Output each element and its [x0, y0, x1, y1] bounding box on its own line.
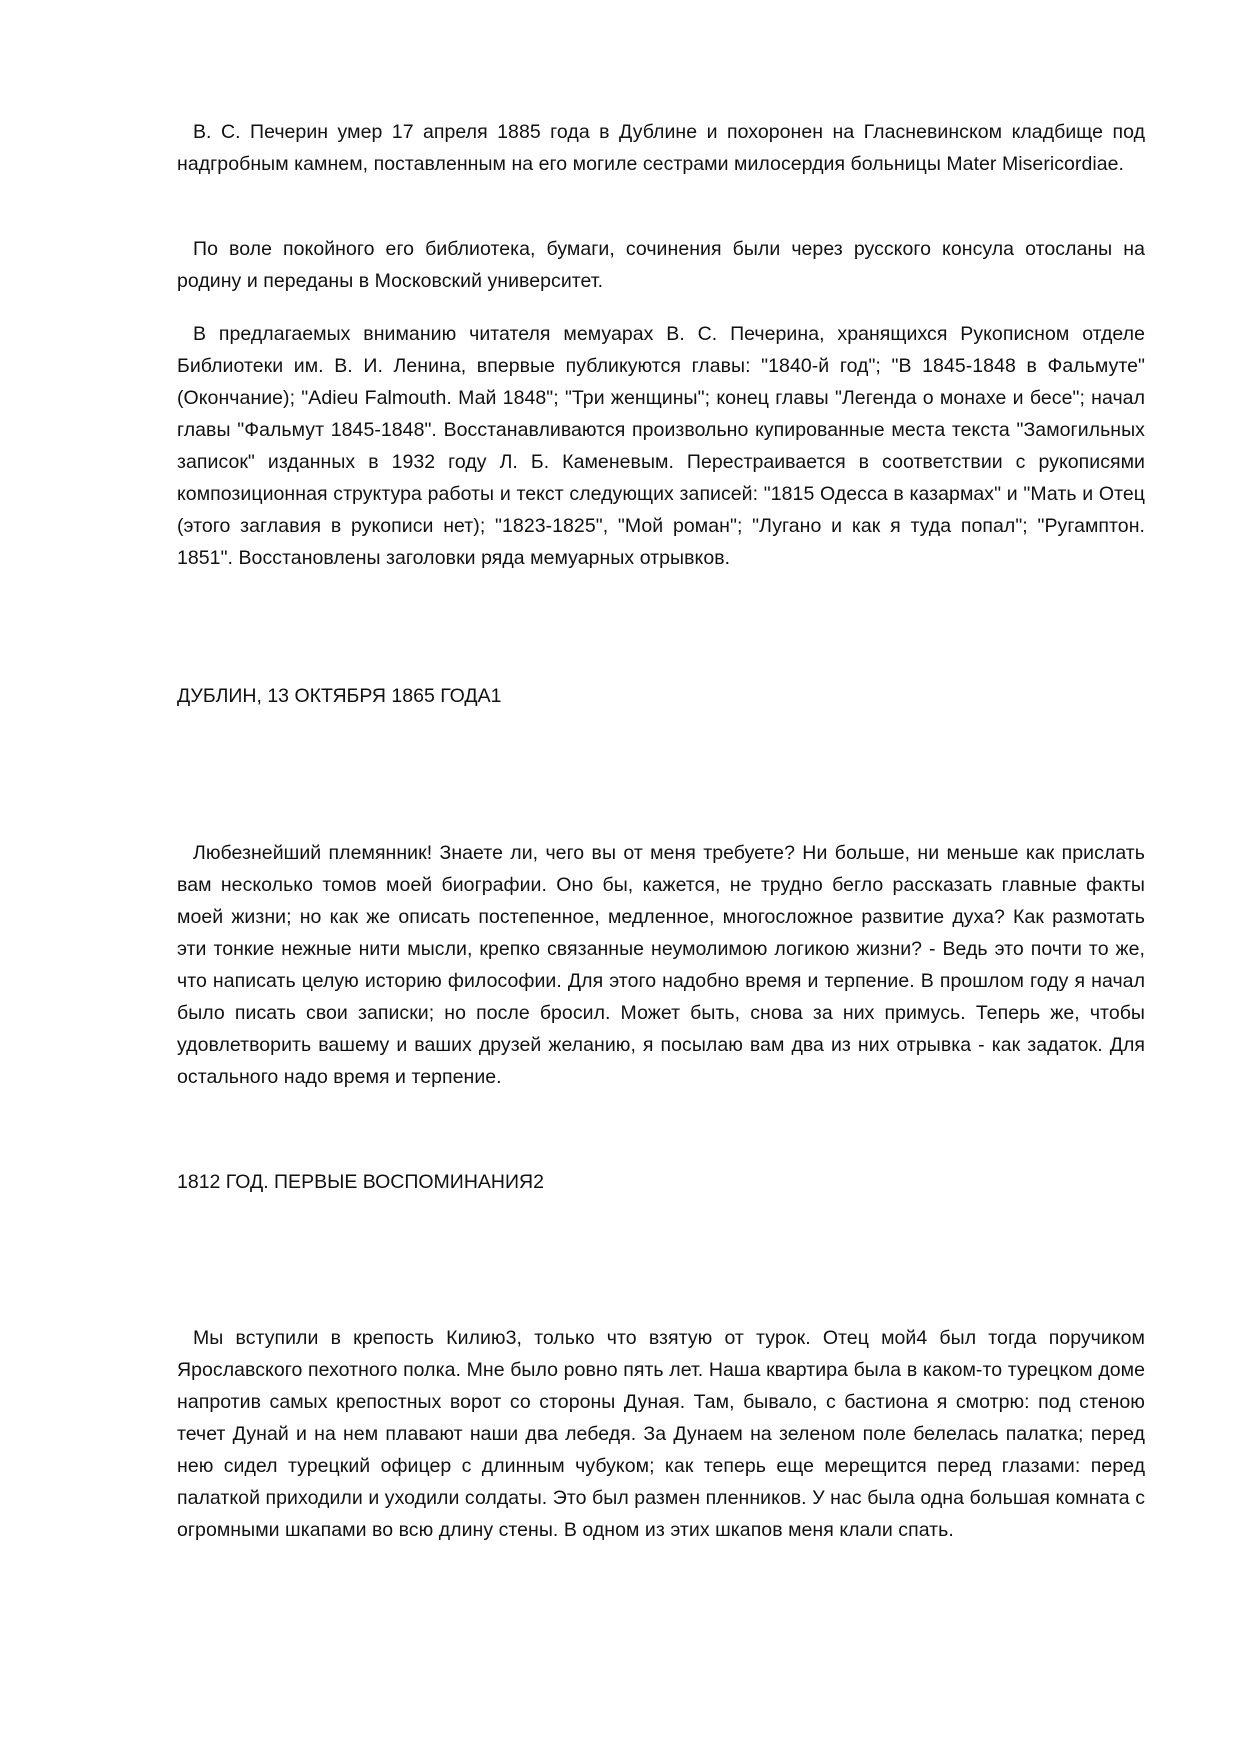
heading-text: 1812 ГОД. ПЕРВЫЕ ВОСПОМИНАНИЯ2: [177, 1171, 544, 1193]
paragraph-text: По воле покойного его библиотека, бумаги, сочинения были через русского консула отосланы на родину и переданы в Московский университет.: [177, 238, 1145, 292]
paragraph-first-memories: [177, 1322, 1145, 1546]
paragraph-text: В предлагаемых вниманию читателя мемуарах В. С. Печерина, хранящихся Рукописном отделе Библиотеки им. В. И. Ленина, впервые публикуются главы: "1840-й год"; "В 1845-1848 в Фальмуте" (Окончание); "Adieu Falmouth. Май 1848"; "Три женщины"; конец главы "Легенда о монахе и бесе"; начал главы "Фальмут 1845-1848". Восстанавливаются произвольно купированные места текста "Замогильных записок" изданных в 1932 году Л. Б. Каменевым. Перестраивается в соответствии с рукописями композиционная структура работы и текст следующих записей: "1815 Одесса в казармах" и "Мать и Отец (этого заглавия в рукописи нет); "1823-1825", "Мой роман"; "Лугано и как я туда попал"; "Ругамптон. 1851". Восстановлены заголовки ряда мемуарных отрывков.: [177, 323, 1145, 569]
section-heading-dublin: [177, 680, 1145, 712]
section-heading-1812: [177, 1166, 1145, 1198]
paragraph-text: Любезнейший племянник! Знаете ли, чего вы от меня требуете? Ни больше, ни меньше как прислать вам несколько томов моей биографии. Оно бы, кажется, не трудно бегло рассказать главные факты моей жизни; но как же описать постепенное, медленное, многосложное развитие духа? Как размотать эти тонкие нежные нити мысли, крепко связанные неумолимою логикою жизни? - Ведь это почти то же, что написать целую историю философии. Для этого надобно время и терпение. В прошлом году я начал было писать свои записки; но после бросил. Может быть, снова за них примусь. Теперь же, чтобы удовлетворить вашему и ваших друзей желанию, я посылаю вам два из них отрывка - как задаток. Для остального надо время и терпение.: [177, 842, 1145, 1088]
paragraph-letter-to-nephew: [177, 837, 1145, 1093]
paragraph-death-note: [177, 116, 1145, 180]
paragraph-library-note: [177, 233, 1145, 297]
paragraph-text: Мы вступили в крепость Килию3, только что взятую от турок. Отец мой4 был тогда поручиком Ярославского пехотного полка. Мне было ровно пять лет. Наша квартира была в каком-то турецком доме напротив самых крепостных ворот со стороны Дуная. Там, бывало, с бастиона я смотрю: под стеною течет Дунай и на нем плавают наши два лебедя. За Дунаем на зеленом поле белелась палатка; перед нею сидел турецкий офицер с длинным чубуком; как теперь еще мерещится перед глазами: перед палаткой приходили и уходили солдаты. Это был размен пленников. У нас была одна большая комната с огромными шкапами во всю длину стены. В одном из этих шкапов меня клали спать.: [177, 1327, 1145, 1541]
paragraph-text: В. С. Печерин умер 17 апреля 1885 года в Дублине и похоронен на Гласневинском кладбище под надгробным камнем, поставленным на его могиле сестрами милосердия больницы Mater Misericordiae.: [177, 121, 1145, 175]
heading-text: ДУБЛИН, 13 ОКТЯБРЯ 1865 ГОДА1: [177, 685, 502, 707]
paragraph-editorial-note: [177, 318, 1145, 574]
